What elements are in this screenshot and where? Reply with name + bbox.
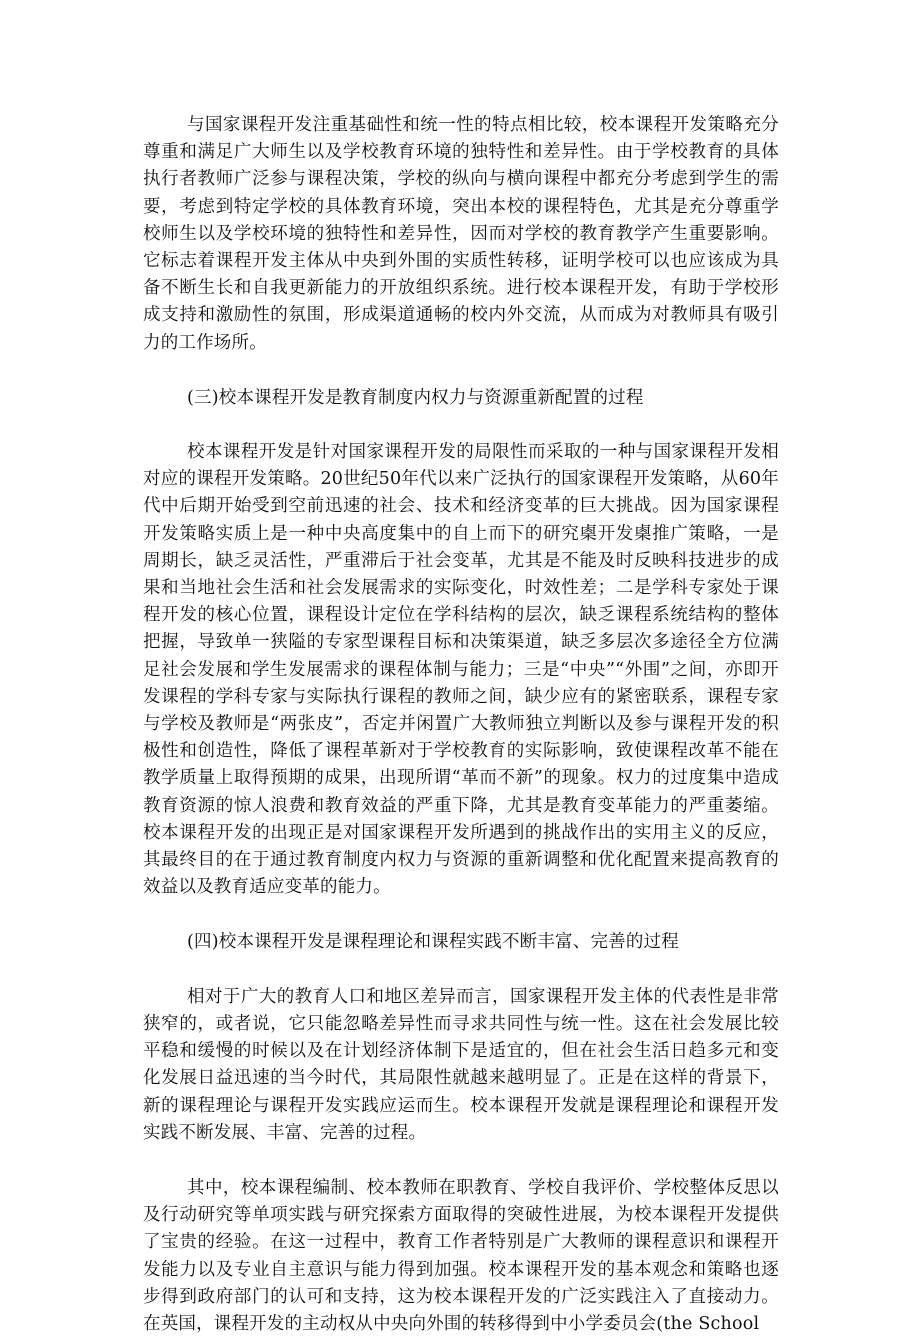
body-paragraph: 其中，校本课程编制、校本教师在职教育、学校自我评价、学校整体反思以及行动研究等单项实践与研究探索方面取得的突破性进展，为校本课程开发提供了宝贵的经验。在这一过程中，教育工作者特别是广大教师的课程意识和课程开发能力以及专业自主意识与能力得到加强。校本课程开发的基本观念和策略也逐步得到政府部门的认可和支持，这为校本课程开发的广泛实践注入了直接动力。在英国，课程开发的主动权从中央向外围的转移得到中小学委员会(the School — [143, 1177, 779, 1334]
document-page — [143, 112, 779, 1338]
section-heading: (四)校本课程开发是课程理论和课程实践不断丰富、完善的过程 — [187, 932, 679, 953]
body-paragraph: 相对于广大的教育人口和地区差异而言，国家课程开发主体的代表性是非常狭窄的，或者说，它只能忽略差异性而寻求共同性与统一性。这在社会发展比较平稳和缓慢的时候以及在计划经济体制下是适宜的，但在社会生活日趋多元和变化发展日益迅速的当今时代，其局限性就越来越明显了。正是在这样的背景下，新的课程理论与课程开发实践应运而生。校本课程开发就是课程理论和课程开发实践不断发展、丰富、完善的过程。 — [143, 986, 779, 1143]
body-paragraph: 与国家课程开发注重基础性和统一性的特点相比较，校本课程开发策略充分尊重和满足广大师生以及学校教育环境的独特性和差异性。由于学校教育的具体执行者教师广泛参与课程决策，学校的纵向与横向课程中都充分考虑到学生的需要，考虑到特定学校的具体教育环境，突出本校的课程特色，尤其是充分尊重学校师生以及学校环境的独特性和差异性，因而对学校的教育教学产生重要影响。它标志着课程开发主体从中央到外围的实质性转移，证明学校可以也应该成为具备不断生长和自我更新能力的开放组织系统。进行校本课程开发，有助于学校形成支持和激励性的氛围，形成渠道通畅的校内外交流，从而成为对教师具有吸引力的工作场所。 — [143, 115, 779, 353]
body-paragraph: 校本课程开发是针对国家课程开发的局限性而采取的一种与国家课程开发相对应的课程开发策略。20世纪50年代以来广泛执行的国家课程开发策略，从60年代中后期开始受到空前迅速的社会、技术和经济变革的巨大挑战。因为国家课程开发策略实质上是一种中央高度集中的自上而下的研究㮚开发㮚推广策略，一是周期长，缺乏灵活性，严重滞后于社会变革，尤其是不能及时反映科技进步的成果和当地社会生活和社会发展需求的实际变化，时效性差；二是学科专家处于课程开发的核心位置，课程设计定位在学科结构的层次，缺乏课程系统结构的整体把握，导致单一狭隘的专家型课程目标和决策渠道，缺乏多层次多途径全方位满足社会发展和学生发展需求的课程体制与能力；三是“中央”“外围”之间，亦即开发课程的学科专家与实际执行课程的教师之间，缺少应有的紧密联系，课程专家与学校及教师是“两张皮”，否定并闲置广大教师独立判断以及参与课程开发的积极性和创造性，降低了课程革新对于学校教育的实际影响，致使课程改革不能在教学质量上取得预期的成果，出现所谓“革而不新”的现象。权力的过度集中造成教育资源的惊人浪费和教育效益的严重下降，尤其是教育变革能力的严重萎缩。校本课程开发的出现正是对国家课程开发所遇到的挑战作出的实用主义的反应，其最终目的在于通过教育制度内权力与资源的重新调整和优化配置来提高教育的效益以及教育适应变革的能力。 — [143, 442, 779, 898]
section-heading: (三)校本课程开发是教育制度内权力与资源重新配置的过程 — [187, 387, 644, 408]
